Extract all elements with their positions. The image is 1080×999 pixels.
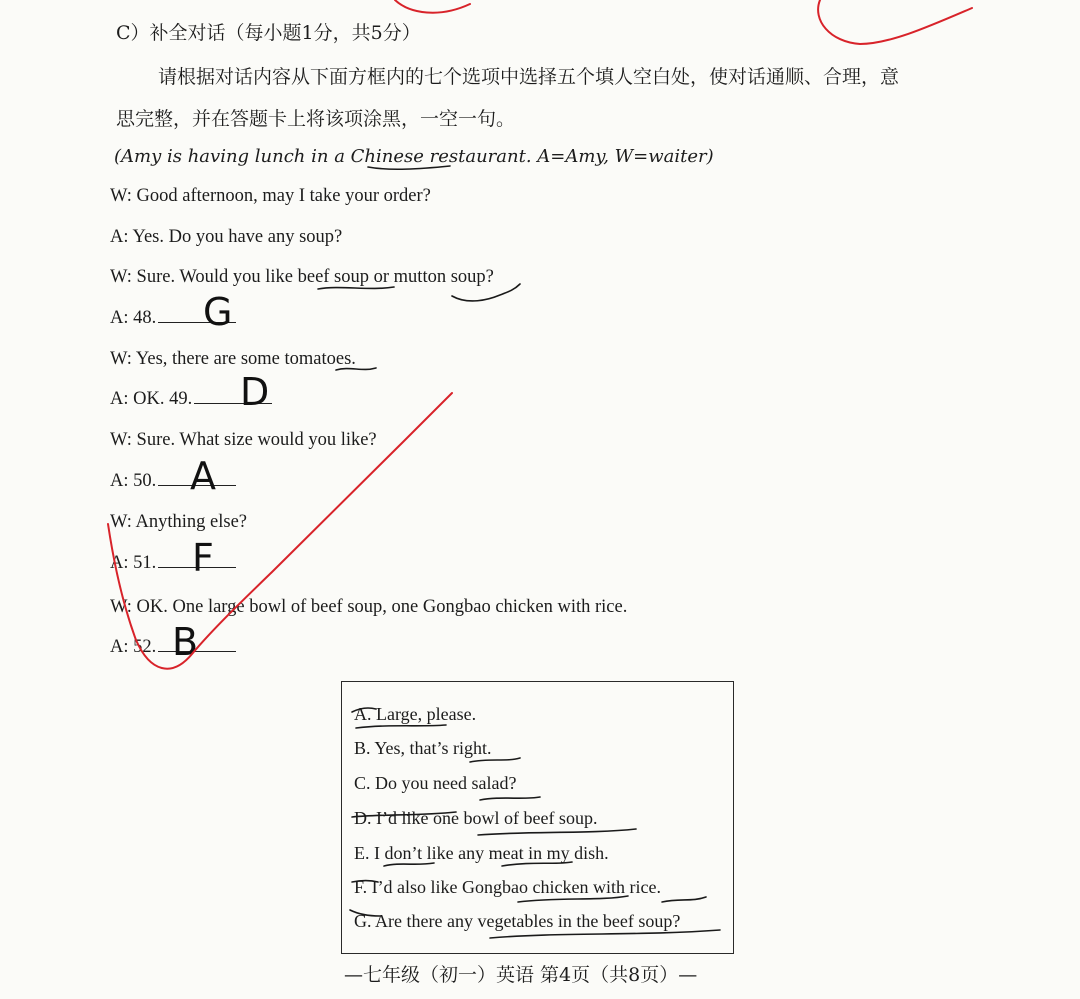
handwritten-answer: F (192, 536, 214, 580)
red-scribble-top (395, 0, 470, 13)
red-pen-marks (108, 0, 972, 669)
handwritten-answer: A (190, 454, 216, 498)
dialogue-line: W: OK. One large bowl of beef soup, one Gongbao chicken with rice. (110, 597, 628, 617)
dialogue-line-q50 (110, 471, 236, 492)
question-number: A: OK. 49. (110, 389, 193, 409)
question-number: A: 50. (110, 471, 157, 491)
instruction-line-2: 思完整，并在答题卡上将该项涂黑，一空一句。 (116, 108, 516, 130)
question-number: A: 52. (110, 637, 157, 657)
dialogue-line: W: Yes, there are some tomatoes. (110, 349, 356, 369)
option-d: D. I’d like one bowl of beef soup. (354, 808, 598, 828)
handwritten-answer: G (203, 290, 233, 334)
option-a: A. Large, please. (354, 704, 477, 724)
instruction-line-1: 请根据对话内容从下面方框内的七个选项中选择五个填人空白处，使对话通顺、合理，意 (158, 66, 900, 88)
section-heading: C）补全对话（每小题1分，共5分） (116, 22, 421, 44)
option-f: F. I’d also like Gongbao chicken with rice. (354, 877, 661, 897)
dialogue-line: W: Sure. What size would you like? (110, 430, 377, 450)
option-c: C. Do you need salad? (354, 773, 517, 793)
handwritten-answer: B (172, 620, 199, 664)
dialogue-line-q51 (110, 553, 236, 574)
page-footer: —七年级（初一）英语 第4页（共8页）— (344, 964, 698, 986)
question-number: A: 48. (110, 308, 157, 328)
options-box (341, 681, 734, 954)
red-scribble-top-right (818, 0, 972, 44)
dialogue-line: W: Sure. Would you like beef soup or mutton soup? (110, 267, 494, 287)
scene-description: (Amy is having lunch in a Chinese restaurant. A=Amy, W=waiter) (114, 146, 714, 167)
option-g: G. Are there any vegetables in the beef soup? (354, 911, 681, 931)
handwritten-answer: D (240, 370, 270, 414)
option-e: E. I don’t like any meat in my dish. (354, 843, 609, 863)
dialogue-line: A: Yes. Do you have any soup? (110, 227, 343, 247)
option-b: B. Yes, that’s right. (354, 738, 492, 758)
dialogue-line: W: Anything else? (110, 512, 248, 532)
dialogue-line: W: Good afternoon, may I take your order? (110, 186, 431, 206)
question-number: A: 51. (110, 553, 157, 573)
